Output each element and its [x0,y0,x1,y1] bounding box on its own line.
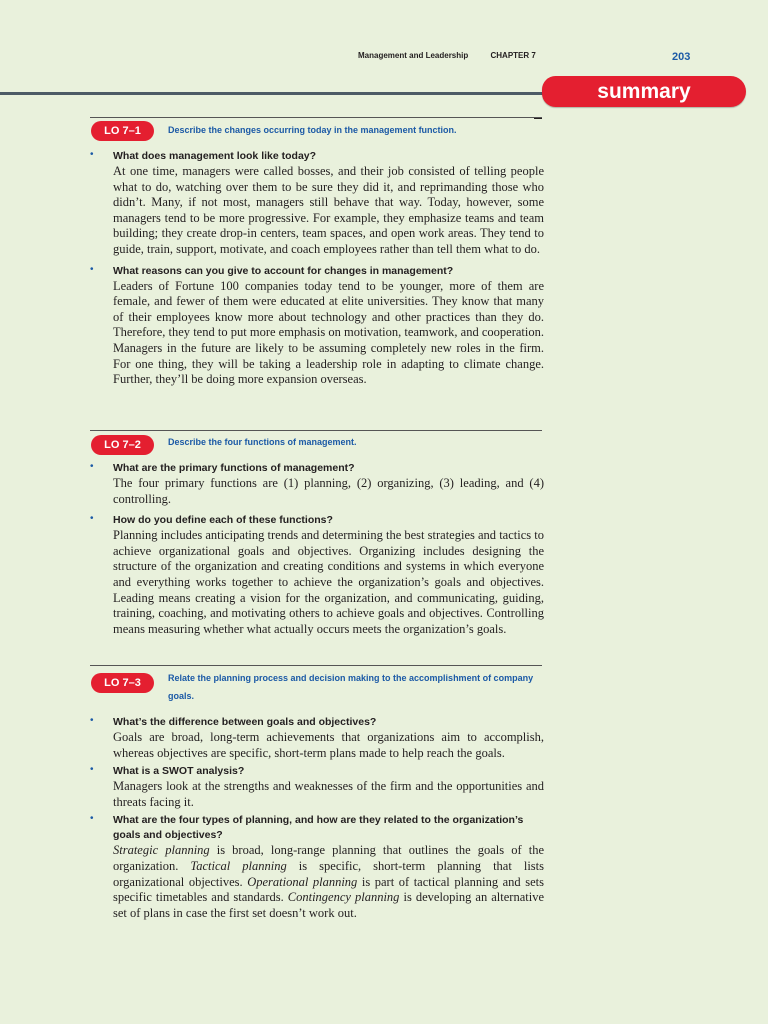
question: What are the four types of planning, and how are they related to the organization’s goals and objectives? [113,814,524,842]
list-item [90,461,544,507]
running-header [358,51,536,60]
answer-text: is broad, long-range planning that outlines the goals of the organization. [113,843,545,873]
answer: Planning includes anticipating trends and determining the best strategies and tactics to achieve organizational goals and objectives. Organizing includes designing the structure of the organization and creating conditions and systems in which everyone and everything works together to achieve the organization’s goals and objectives. Leading means creating a vision for the organization, and communicating, guiding, training, coaching, and motivating others to achieve goals and objectives. Controlling means measuring whether what actually occurs meets the organization’s goals. [113,528,544,636]
bullet-icon: • [90,764,94,776]
answer-text: is developing an alternative set of plans in case the first set doesn’t work out. [113,890,545,920]
bullet-icon: • [90,461,94,472]
section-rule [90,430,542,431]
bullet-icon: • [90,513,94,525]
answer: Goals are broad, long-term achievements that organizations aim to accomplish, whereas objectives are specific, short-term plans made to help reach the goals. [113,730,544,760]
learning-objective: Describe the four functions of management. [168,437,357,447]
question: How do you define each of these functions? [113,514,333,527]
section-lo-7-3 [90,715,544,921]
section-rule [90,117,542,118]
answer: Managers look at the strengths and weaknesses of the firm and the opportunities and threats facing it. [113,779,544,809]
question: What’s the difference between goals and objectives? [113,716,377,728]
answer: Leaders of Fortune 100 companies today tend to be younger, more of them are female, and fewer of them were educated at elite universities. They know that many of their employees know more about technology and other practices than they do. Therefore, they tend to put more emphasis on motivation, teamwork, and cooperation. Managers in the future are likely to be assuming completely new roles in the firm. For one thing, they will be taking a leadership role in adapting to climate change. Further, they’ll be doing more expansion overseas. [113,278,544,387]
page-number: 203 [672,51,691,63]
running-title: Management and Leadership [358,51,469,60]
list-item [90,813,544,921]
bullet-icon: • [90,715,94,726]
learning-objective: Describe the changes occurring today in the management function. [168,125,457,135]
term: Strategic planning [113,843,210,858]
divider-tick [534,118,542,119]
answer: The four primary functions are (1) planning, (2) organizing, (3) leading, and (4) controlling. [113,476,544,506]
term: Operational planning [247,874,358,889]
answer [113,843,544,921]
learning-objective: Relate the planning process and decision making to the accomplishment of company goals. [168,673,534,701]
answer-text: is specific, short-term planning that lists organizational objectives. [113,858,545,889]
list-item [90,264,544,388]
bullet-icon: • [90,813,94,825]
bullet-icon: • [90,149,94,160]
bullet-icon: • [90,263,94,275]
list-item [90,149,544,258]
list-item [90,513,544,637]
lo-badge: LO 7–3 [91,673,154,693]
section-rule [90,665,542,666]
lo-badge: LO 7–1 [91,121,154,141]
question: What does management look like today? [113,150,317,162]
chapter-label: CHAPTER 7 [490,51,536,60]
list-item [90,715,544,761]
lo-badge: LO 7–2 [91,435,154,455]
section-lo-7-2 [90,461,544,637]
answer-text: is part of tactical planning and sets specific timetables and standards. [113,874,544,905]
term: Tactical planning [190,858,287,873]
question: What reasons can you give to account for changes in management? [113,264,454,277]
answer: At one time, managers were called bosses, and their job consisted of telling people what to do, watching over them to be sure they did it, and reprimanding those who didn’t. Many, if not most, managers still behave that way. Today, however, some managers tend to be more progressive. For example, they emphasize teams and team building; they create drop-in centers, team spaces, and open work areas. They tend to guide, train, support, motivate, and coach employees rather than tell them what to do. [113,164,544,256]
summary-tab: summary [542,76,746,107]
list-item [90,764,544,810]
section-lo-7-1 [90,149,544,388]
header-rule [0,92,560,95]
term: Contingency planning [287,890,400,905]
question: What are the primary functions of management? [113,462,355,474]
question: What is a SWOT analysis? [113,765,245,778]
